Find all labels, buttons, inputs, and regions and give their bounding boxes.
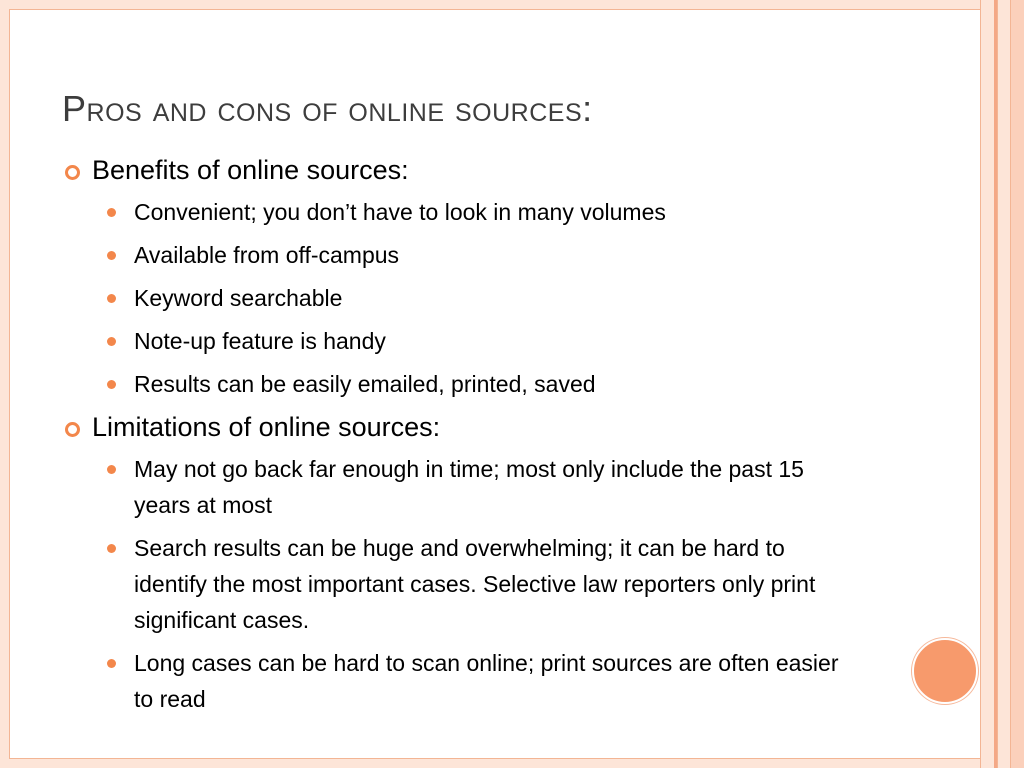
ring-bullet-icon bbox=[65, 165, 80, 180]
list-item bbox=[62, 451, 902, 523]
section-heading-text: Benefits of online sources: bbox=[92, 155, 409, 185]
dot-bullet-icon bbox=[107, 337, 116, 346]
section-heading bbox=[62, 409, 902, 445]
list-item bbox=[62, 366, 902, 402]
dot-bullet-icon bbox=[107, 544, 116, 553]
dot-bullet-icon bbox=[107, 251, 116, 260]
stripe bbox=[1011, 0, 1024, 768]
dot-bullet-icon bbox=[107, 294, 116, 303]
list-item bbox=[62, 530, 902, 638]
decorative-circle bbox=[912, 638, 978, 704]
dot-bullet-icon bbox=[107, 208, 116, 217]
dot-bullet-icon bbox=[107, 659, 116, 668]
limitations-section bbox=[62, 409, 902, 717]
slide-frame-bottom bbox=[9, 758, 980, 768]
ring-bullet-icon bbox=[65, 422, 80, 437]
stripe bbox=[997, 0, 1011, 768]
benefits-section bbox=[62, 152, 902, 402]
list-item bbox=[62, 645, 902, 717]
list-item-text: Search results can be huge and overwhelming; it can be hard to identify the most important cases. Selective law reporters only print significant cases. bbox=[134, 535, 816, 633]
list-item-text: Long cases can be hard to scan online; print sources are often easier to read bbox=[134, 650, 839, 712]
decorative-stripes bbox=[980, 0, 1024, 768]
list-item-text: Available from off-campus bbox=[134, 242, 400, 268]
stripe bbox=[980, 0, 994, 768]
list-item bbox=[62, 323, 902, 359]
slide-content bbox=[62, 152, 902, 724]
list-item bbox=[62, 280, 902, 316]
benefits-list bbox=[62, 194, 902, 402]
dot-bullet-icon bbox=[107, 465, 116, 474]
list-item-text: Note-up feature is handy bbox=[134, 328, 386, 354]
list-item-text: Results can be easily emailed, printed, saved bbox=[134, 371, 596, 397]
slide-frame-left bbox=[0, 0, 10, 768]
section-heading-text: Limitations of online sources: bbox=[92, 412, 441, 442]
list-item-text: Convenient; you don’t have to look in many volumes bbox=[134, 199, 666, 225]
dot-bullet-icon bbox=[107, 380, 116, 389]
slide-title: Pros and cons of online sources: bbox=[62, 88, 593, 129]
slide-frame-top bbox=[9, 0, 980, 10]
list-item bbox=[62, 194, 902, 230]
limitations-list bbox=[62, 451, 902, 717]
list-item-text: Keyword searchable bbox=[134, 285, 343, 311]
section-heading bbox=[62, 152, 902, 188]
list-item bbox=[62, 237, 902, 273]
list-item-text: May not go back far enough in time; most only include the past 15 years at most bbox=[134, 456, 804, 518]
